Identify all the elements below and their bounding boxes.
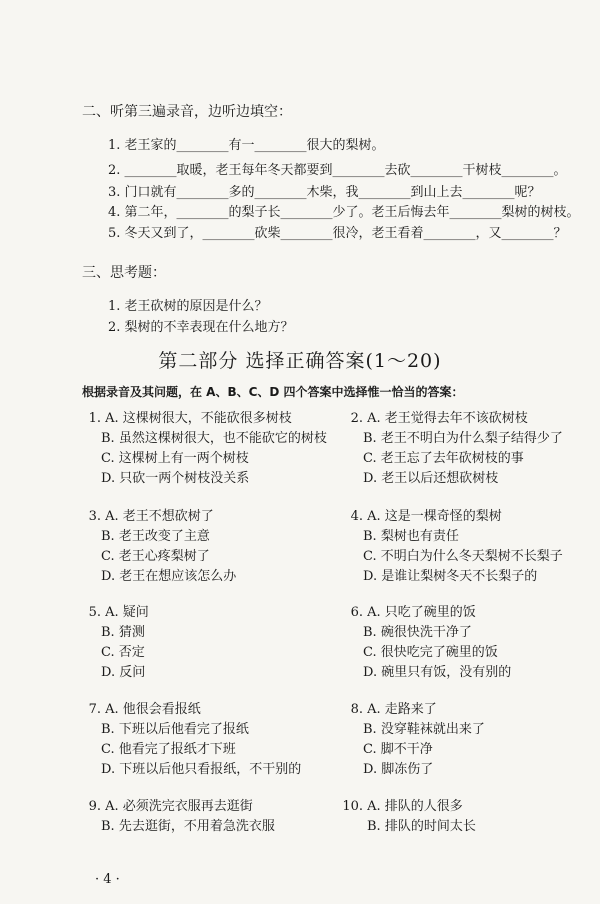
option-b: B. 老王改变了主意 bbox=[101, 529, 210, 544]
question-9 bbox=[82, 797, 275, 837]
option-b: B. 没穿鞋袜就出来了 bbox=[363, 722, 485, 737]
option-a: A. 必须洗完衣服再去逛街 bbox=[105, 799, 253, 814]
option-c: C. 很快吃完了碗里的饭 bbox=[363, 645, 498, 660]
option-a: A. 这是一棵奇怪的梨树 bbox=[367, 509, 502, 524]
option-b: B. 碗很快洗干净了 bbox=[363, 625, 472, 640]
option-a: A. 老王不想砍树了 bbox=[105, 509, 214, 524]
option-c: C. 脚不干净 bbox=[363, 742, 433, 757]
question-number: 2. bbox=[350, 411, 363, 426]
option-b: B. 老王不明白为什么梨子结得少了 bbox=[363, 431, 563, 446]
option-d: D. 老王以后还想砍树枝 bbox=[363, 471, 499, 486]
question-1 bbox=[82, 409, 327, 489]
option-c: C. 不明白为什么冬天梨树不长梨子 bbox=[363, 549, 563, 564]
option-d: D. 只砍一两个树枝没关系 bbox=[101, 471, 250, 486]
option-c: C. 否定 bbox=[101, 645, 145, 660]
section-3-heading: 三、思考题： bbox=[82, 265, 166, 281]
option-d: D. 下班以后他只看报纸，不干别的 bbox=[101, 762, 302, 777]
question-5 bbox=[82, 603, 149, 683]
option-c: C. 老王心疼梨树了 bbox=[101, 549, 210, 564]
option-d: D. 碗里只有饭，没有别的 bbox=[363, 665, 512, 680]
question-8 bbox=[344, 700, 485, 780]
question-number: 9. bbox=[88, 799, 101, 814]
question-number: 10. bbox=[342, 799, 363, 814]
fill-blank-4: 4. 第二年，________的梨子长________少了。老王后悔去年________梨树的树枝。 bbox=[108, 205, 580, 220]
option-d: D. 是谁让梨树冬天不长梨子的 bbox=[363, 569, 538, 584]
option-d: D. 老王在想应该怎么办 bbox=[101, 569, 237, 584]
question-number: 8. bbox=[350, 702, 363, 717]
option-b: B. 猜测 bbox=[101, 625, 145, 640]
option-b: B. 虽然这棵树很大，也不能砍它的树枝 bbox=[101, 431, 327, 446]
option-d: D. 脚冻伤了 bbox=[363, 762, 434, 777]
question-3 bbox=[82, 507, 236, 587]
question-number: 4. bbox=[350, 509, 363, 524]
fill-blank-5: 5. 冬天又到了，________砍柴________很冷，老王看着________，又________？ bbox=[108, 226, 567, 241]
think-question-1: 1. 老王砍树的原因是什么？ bbox=[108, 299, 268, 314]
option-a: A. 老王觉得去年不该砍树枝 bbox=[367, 411, 528, 426]
fill-blank-3: 3. 门口就有________多的________木柴，我________到山上去________呢？ bbox=[108, 185, 541, 200]
option-b: B. 下班以后他看完了报纸 bbox=[101, 722, 249, 737]
option-c: C. 这棵树上有一两个树枝 bbox=[101, 451, 249, 466]
question-7 bbox=[82, 700, 301, 780]
question-6 bbox=[344, 603, 511, 683]
option-a: A. 这棵树很大，不能砍很多树枝 bbox=[105, 411, 292, 426]
question-number: 7. bbox=[88, 702, 101, 717]
think-question-2: 2. 梨树的不幸表现在什么地方？ bbox=[108, 320, 294, 335]
fill-blank-2: 2. ________取暖，老王每年冬天都要到________去砍________干树枝________。 bbox=[108, 163, 567, 178]
option-c: C. 他看完了报纸才下班 bbox=[101, 742, 236, 757]
question-4 bbox=[344, 507, 563, 587]
option-b: B. 梨树也有责任 bbox=[363, 529, 459, 544]
question-2 bbox=[344, 409, 563, 489]
option-a: A. 只吃了碗里的饭 bbox=[367, 605, 476, 620]
question-10 bbox=[336, 797, 476, 837]
option-b: B. 先去逛街，不用着急洗衣服 bbox=[101, 819, 275, 834]
instructions: 根据录音及其问题，在 A、B、C、D 四个答案中选择惟一恰当的答案： bbox=[82, 385, 464, 399]
question-number: 6. bbox=[350, 605, 363, 620]
option-c: C. 老王忘了去年砍树枝的事 bbox=[363, 451, 524, 466]
section-2-heading: 二、听第三遍录音，边听边填空： bbox=[82, 104, 292, 120]
option-b: B. 排队的时间太长 bbox=[367, 819, 476, 834]
option-a: A. 走路来了 bbox=[367, 702, 437, 717]
part-2-title: 第二部分 选择正确答案(1～20) bbox=[158, 350, 442, 372]
option-a: A. 排队的人很多 bbox=[367, 799, 463, 814]
page-number: · 4 · bbox=[95, 872, 120, 887]
question-number: 1. bbox=[88, 411, 101, 426]
question-number: 3. bbox=[88, 509, 101, 524]
option-a: A. 他很会看报纸 bbox=[105, 702, 201, 717]
option-d: D. 反问 bbox=[101, 665, 146, 680]
question-number: 5. bbox=[88, 605, 101, 620]
fill-blank-1: 1. 老王家的________有一________很大的梨树。 bbox=[108, 138, 385, 153]
option-a: A. 疑问 bbox=[105, 605, 149, 620]
